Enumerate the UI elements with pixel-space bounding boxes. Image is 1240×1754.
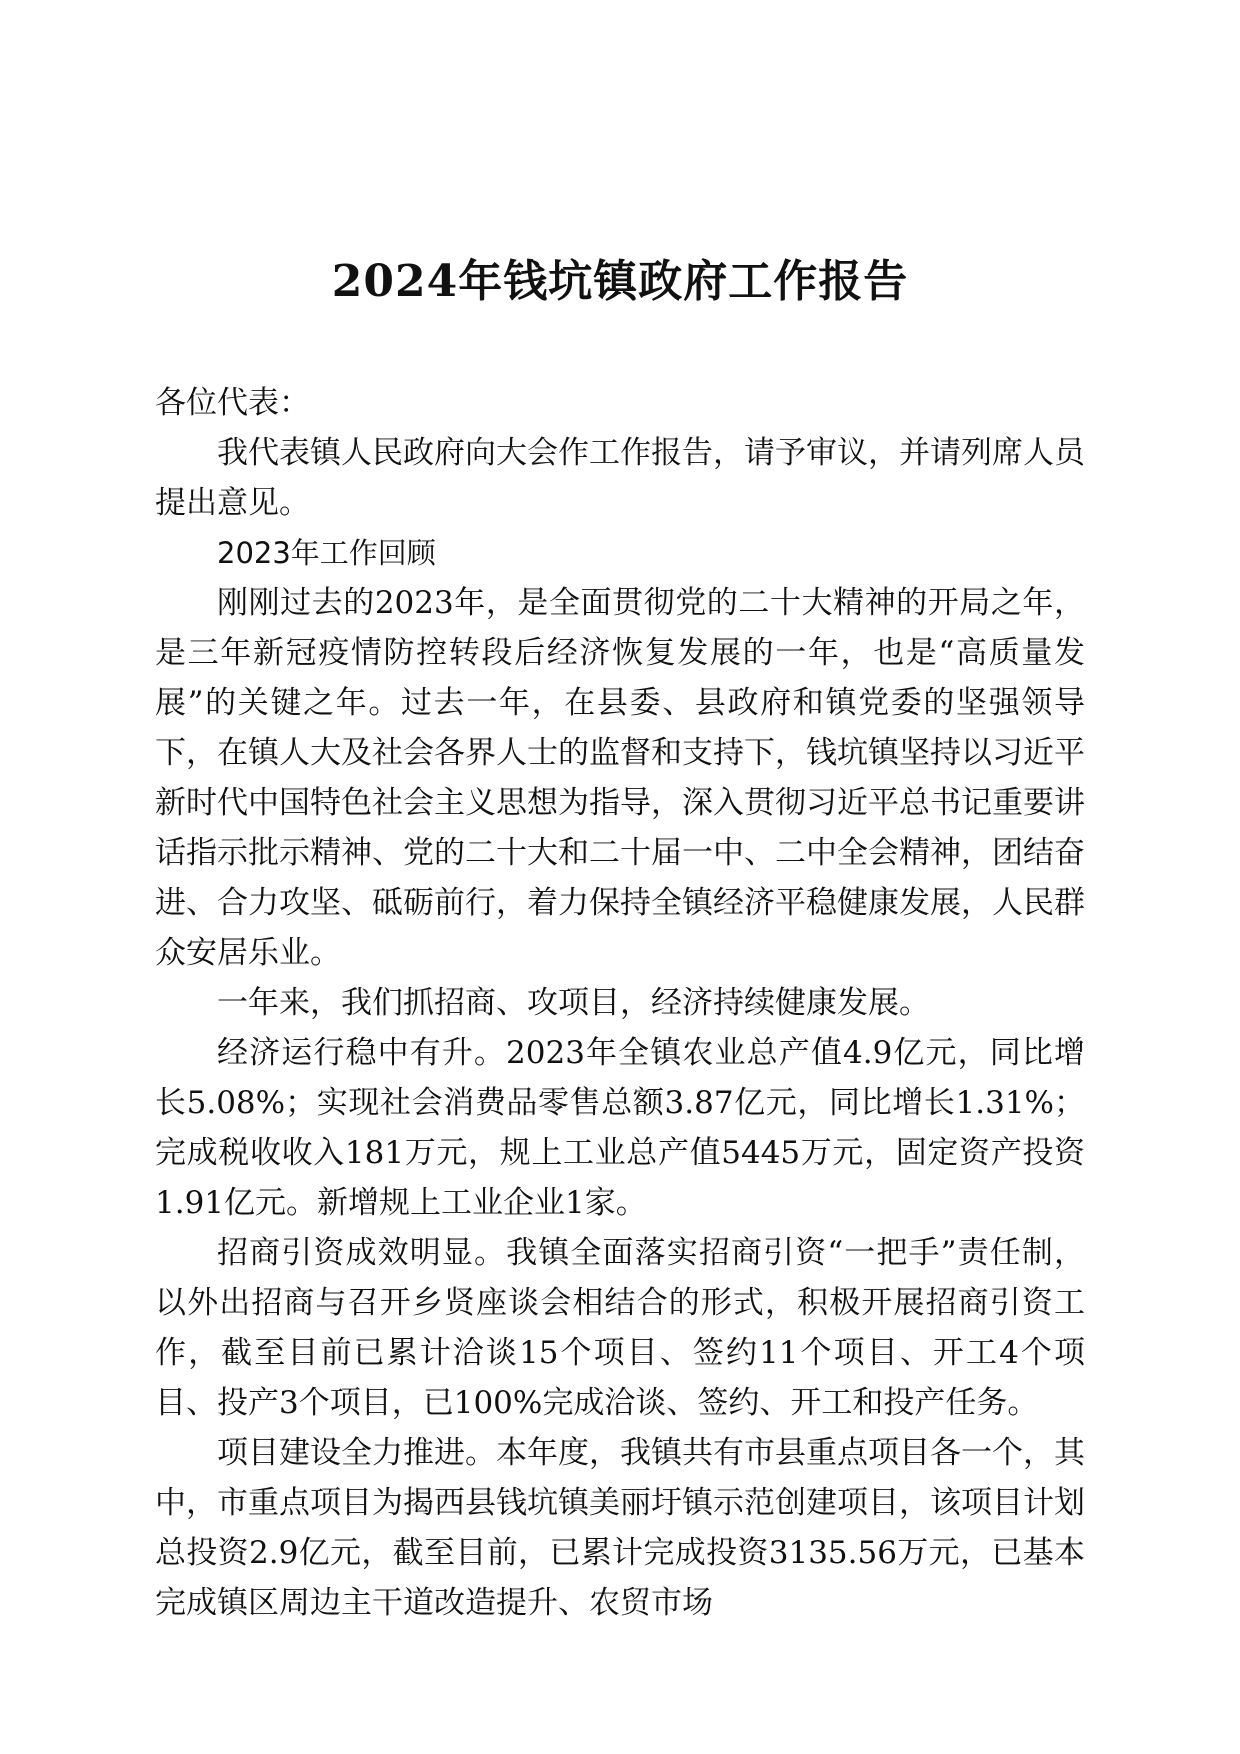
body-paragraph: 招商引资成效明显。我镇全面落实招商引资“一把手”责任制，以外出招商与召开乡贤座谈会相结合的形式，积极开展招商引资工作，截至目前已累计洽谈15个项目、签约11个项目、开工4个项目、投产3个项目，已100%完成洽谈、签约、开工和投产任务。 bbox=[155, 1235, 1085, 1421]
intro-paragraph: 我代表镇人民政府向大会作工作报告，请予审议，并请列席人员提出意见。 bbox=[155, 435, 1085, 521]
body-paragraph: 刚刚过去的2023年，是全面贯彻党的二十大精神的开局之年，是三年新冠疫情防控转段后经济恢复发展的一年，也是“高质量发展”的关键之年。过去一年，在县委、县政府和镇党委的坚强领导下，在镇人大及社会各界人士的监督和支持下，钱坑镇坚持以习近平新时代中国特色社会主义思想为指导，深入贯彻习近平总书记重要讲话指示批示精神、党的二十大和二十届一中、二中全会精神，团结奋进、合力攻坚、砥砺前行，着力保持全镇经济平稳健康发展，人民群众安居乐业。 bbox=[155, 585, 1085, 971]
section-heading: 2023年工作回顾 bbox=[217, 536, 436, 570]
body-paragraph: 经济运行稳中有升。2023年全镇农业总产值4.9亿元，同比增长5.08%；实现社会消费品零售总额3.87亿元，同比增长1.31%；完成税收收入181万元，规上工业总产值5445万元，固定资产投资1.91亿元。新增规上工业企业1家。 bbox=[155, 1035, 1085, 1221]
document-body bbox=[155, 378, 1085, 1628]
salutation: 各位代表： bbox=[155, 385, 310, 421]
document-title: 2024年钱坑镇政府工作报告 bbox=[331, 256, 909, 307]
body-paragraph: 一年来，我们抓招商、攻项目，经济持续健康发展。 bbox=[217, 985, 930, 1021]
body-paragraph: 项目建设全力推进。本年度，我镇共有市县重点项目各一个，其中，市重点项目为揭西县钱坑镇美丽圩镇示范创建项目，该项目计划总投资2.9亿元，截至目前，已累计完成投资3135.56万元，已基本完成镇区周边主干道改造提升、农贸市场 bbox=[155, 1435, 1085, 1621]
